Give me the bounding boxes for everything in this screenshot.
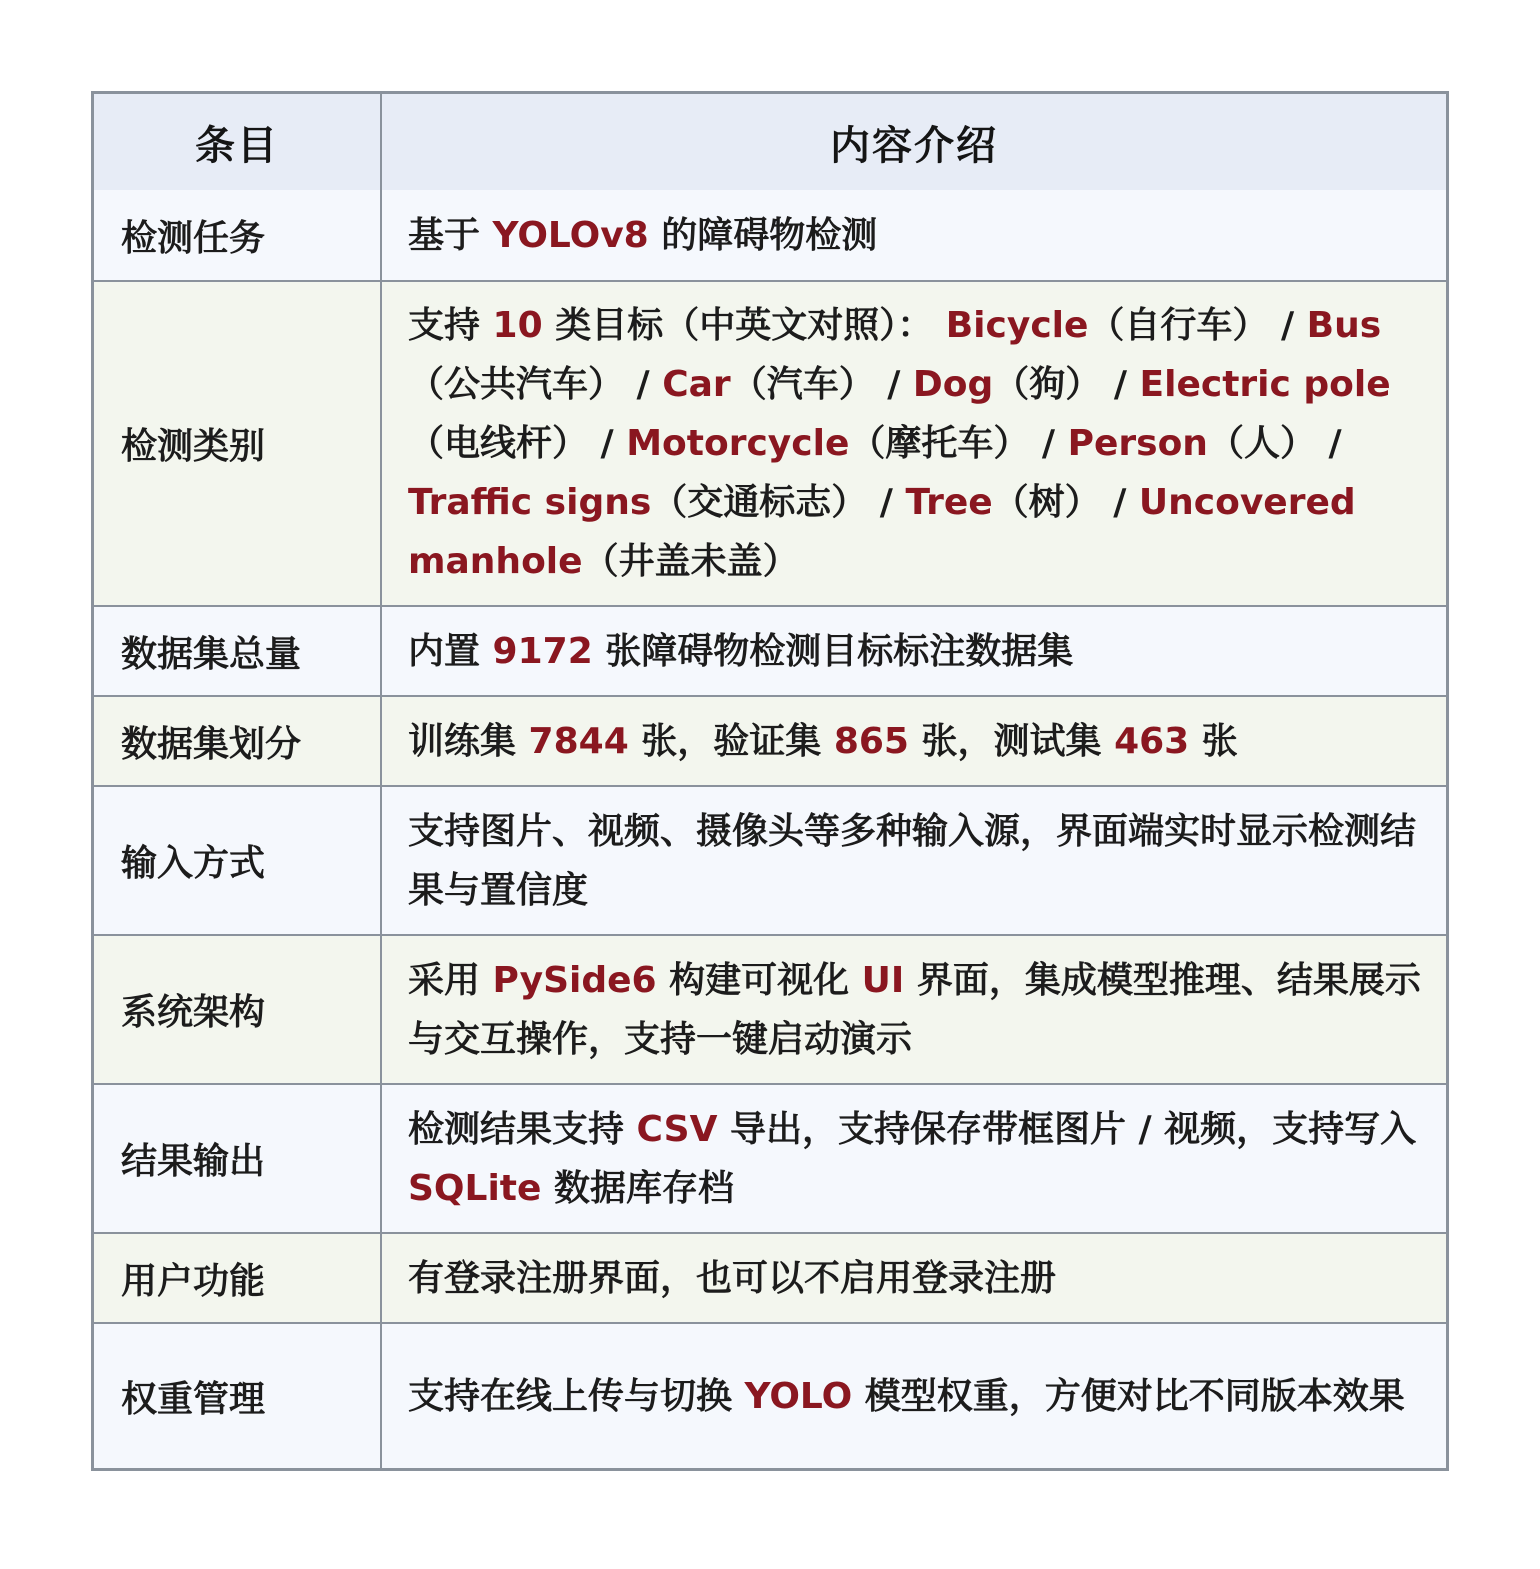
content-text: （树） / [992,482,1139,523]
content-text: （自行车） / [1088,305,1307,346]
content-text: （电线杆） / [408,423,627,464]
content-text: 张障碍物检测目标标注数据集 [592,630,1074,672]
row-label: 输入方式 [121,843,266,884]
highlight-term: Dog [912,364,994,405]
row-content-cell [382,1234,1446,1322]
content-text: （狗） / [993,364,1140,405]
content-text: 的障碍物检测 [648,214,878,256]
content-text: 基于 [408,214,493,256]
content-text: （公共汽车） / [408,364,663,405]
table-row [94,190,1446,280]
row-label-cell [94,282,382,605]
row-content-cell [382,1085,1446,1232]
table-row [94,1322,1446,1468]
content-text: 有登录注册界面，也可以不启用登录注册 [408,1257,1057,1299]
row-label-cell [94,190,382,280]
highlight-term: Person [1067,423,1208,464]
table-row [94,1083,1446,1232]
row-label: 权重管理 [121,1378,266,1420]
content-text: 内置 [408,630,493,672]
row-content-cell [382,1324,1446,1468]
row-content-cell [382,282,1446,605]
content-text: 类目标（中英文对照）： [542,305,946,346]
row-label: 检测任务 [121,217,266,259]
info-table [91,91,1449,1471]
highlight-term: 10 [492,305,543,346]
row-content-cell [382,936,1446,1083]
highlight-term: PySide6 [492,959,657,1001]
content-text: 数据库存档 [541,1167,734,1209]
content-text: 支持在线上传与切换 [408,1375,745,1417]
row-content [408,622,1073,681]
table-body [94,190,1446,1468]
content-text: 训练集 [408,720,529,762]
content-text: 导出，支持保存带框图片 / 视频，支持写入 [717,1108,1417,1150]
content-text: 支持 [408,305,493,346]
highlight-term: 9172 [492,630,593,672]
row-label: 结果输出 [121,1141,266,1182]
content-text: 张，测试集 [908,720,1115,762]
table-row [94,695,1446,785]
highlight-term: Car [662,364,731,405]
header-item [94,94,382,190]
row-content [408,1249,1056,1308]
row-content [408,206,877,265]
row-label: 数据集总量 [121,633,302,675]
content-text: 张，验证集 [628,720,834,762]
row-content [408,1367,1405,1426]
row-content-cell [382,787,1446,934]
content-text: （井盖未盖） [582,541,799,582]
highlight-term: SQLite [408,1167,542,1209]
content-text: 支持图片、视频、摄像头等多种输入源，界面端实时显示检测结果与置信度 [408,810,1417,911]
content-text: 构建可视化 [656,959,862,1001]
content-text: （汽车） / [730,364,913,405]
content-text: （人） / [1207,423,1342,464]
highlight-term: UI [861,959,905,1001]
row-content-cell [382,607,1446,695]
header-item-label: 条目 [195,122,279,169]
highlight-term: 7844 [528,720,629,762]
highlight-term: Bicycle [945,305,1089,346]
row-label: 数据集划分 [121,723,302,765]
highlight-term: Electric pole [1139,364,1391,405]
highlight-term: YOLOv8 [492,214,649,256]
highlight-term: 463 [1114,720,1190,762]
highlight-term: Bus [1306,305,1382,346]
table-row [94,785,1446,934]
highlight-term: Uncovered manhole [408,482,1356,582]
content-text: （交通标志） / [651,482,906,523]
row-label-cell [94,936,382,1083]
row-content [408,712,1238,771]
content-text: （摩托车） / [849,423,1068,464]
table-header-row [94,94,1446,190]
table-row [94,1232,1446,1322]
row-label-cell [94,787,382,934]
content-text: 模型权重，方便对比不同版本效果 [852,1375,1405,1417]
header-content-label: 内容介绍 [830,122,998,169]
row-content [408,296,1426,591]
table-row [94,280,1446,605]
content-text: 界面，集成模型推理、结果展示与交互操作，支持一键启动演示 [408,959,1421,1060]
row-label-cell [94,607,382,695]
row-label-cell [94,1324,382,1468]
content-text: 检测结果支持 [408,1108,637,1150]
highlight-term: Traffic signs [408,482,652,523]
table-row [94,934,1446,1083]
highlight-term: Motorcycle [626,423,850,464]
row-label-cell [94,697,382,785]
row-label: 用户功能 [121,1260,266,1302]
row-content [408,1100,1426,1218]
row-label-cell [94,1234,382,1322]
row-label: 系统架构 [121,992,266,1033]
row-label-cell [94,1085,382,1232]
row-label: 检测类别 [121,426,266,467]
header-content [382,94,1446,190]
row-content [408,802,1426,920]
table-row [94,605,1446,695]
row-content [408,951,1426,1069]
row-content-cell [382,697,1446,785]
content-text: 张 [1189,720,1238,762]
highlight-term: CSV [636,1108,718,1150]
row-content-cell [382,190,1446,280]
highlight-term: YOLO [744,1375,853,1417]
content-text: 采用 [408,959,493,1001]
highlight-term: 865 [833,720,909,762]
highlight-term: Tree [905,482,993,523]
